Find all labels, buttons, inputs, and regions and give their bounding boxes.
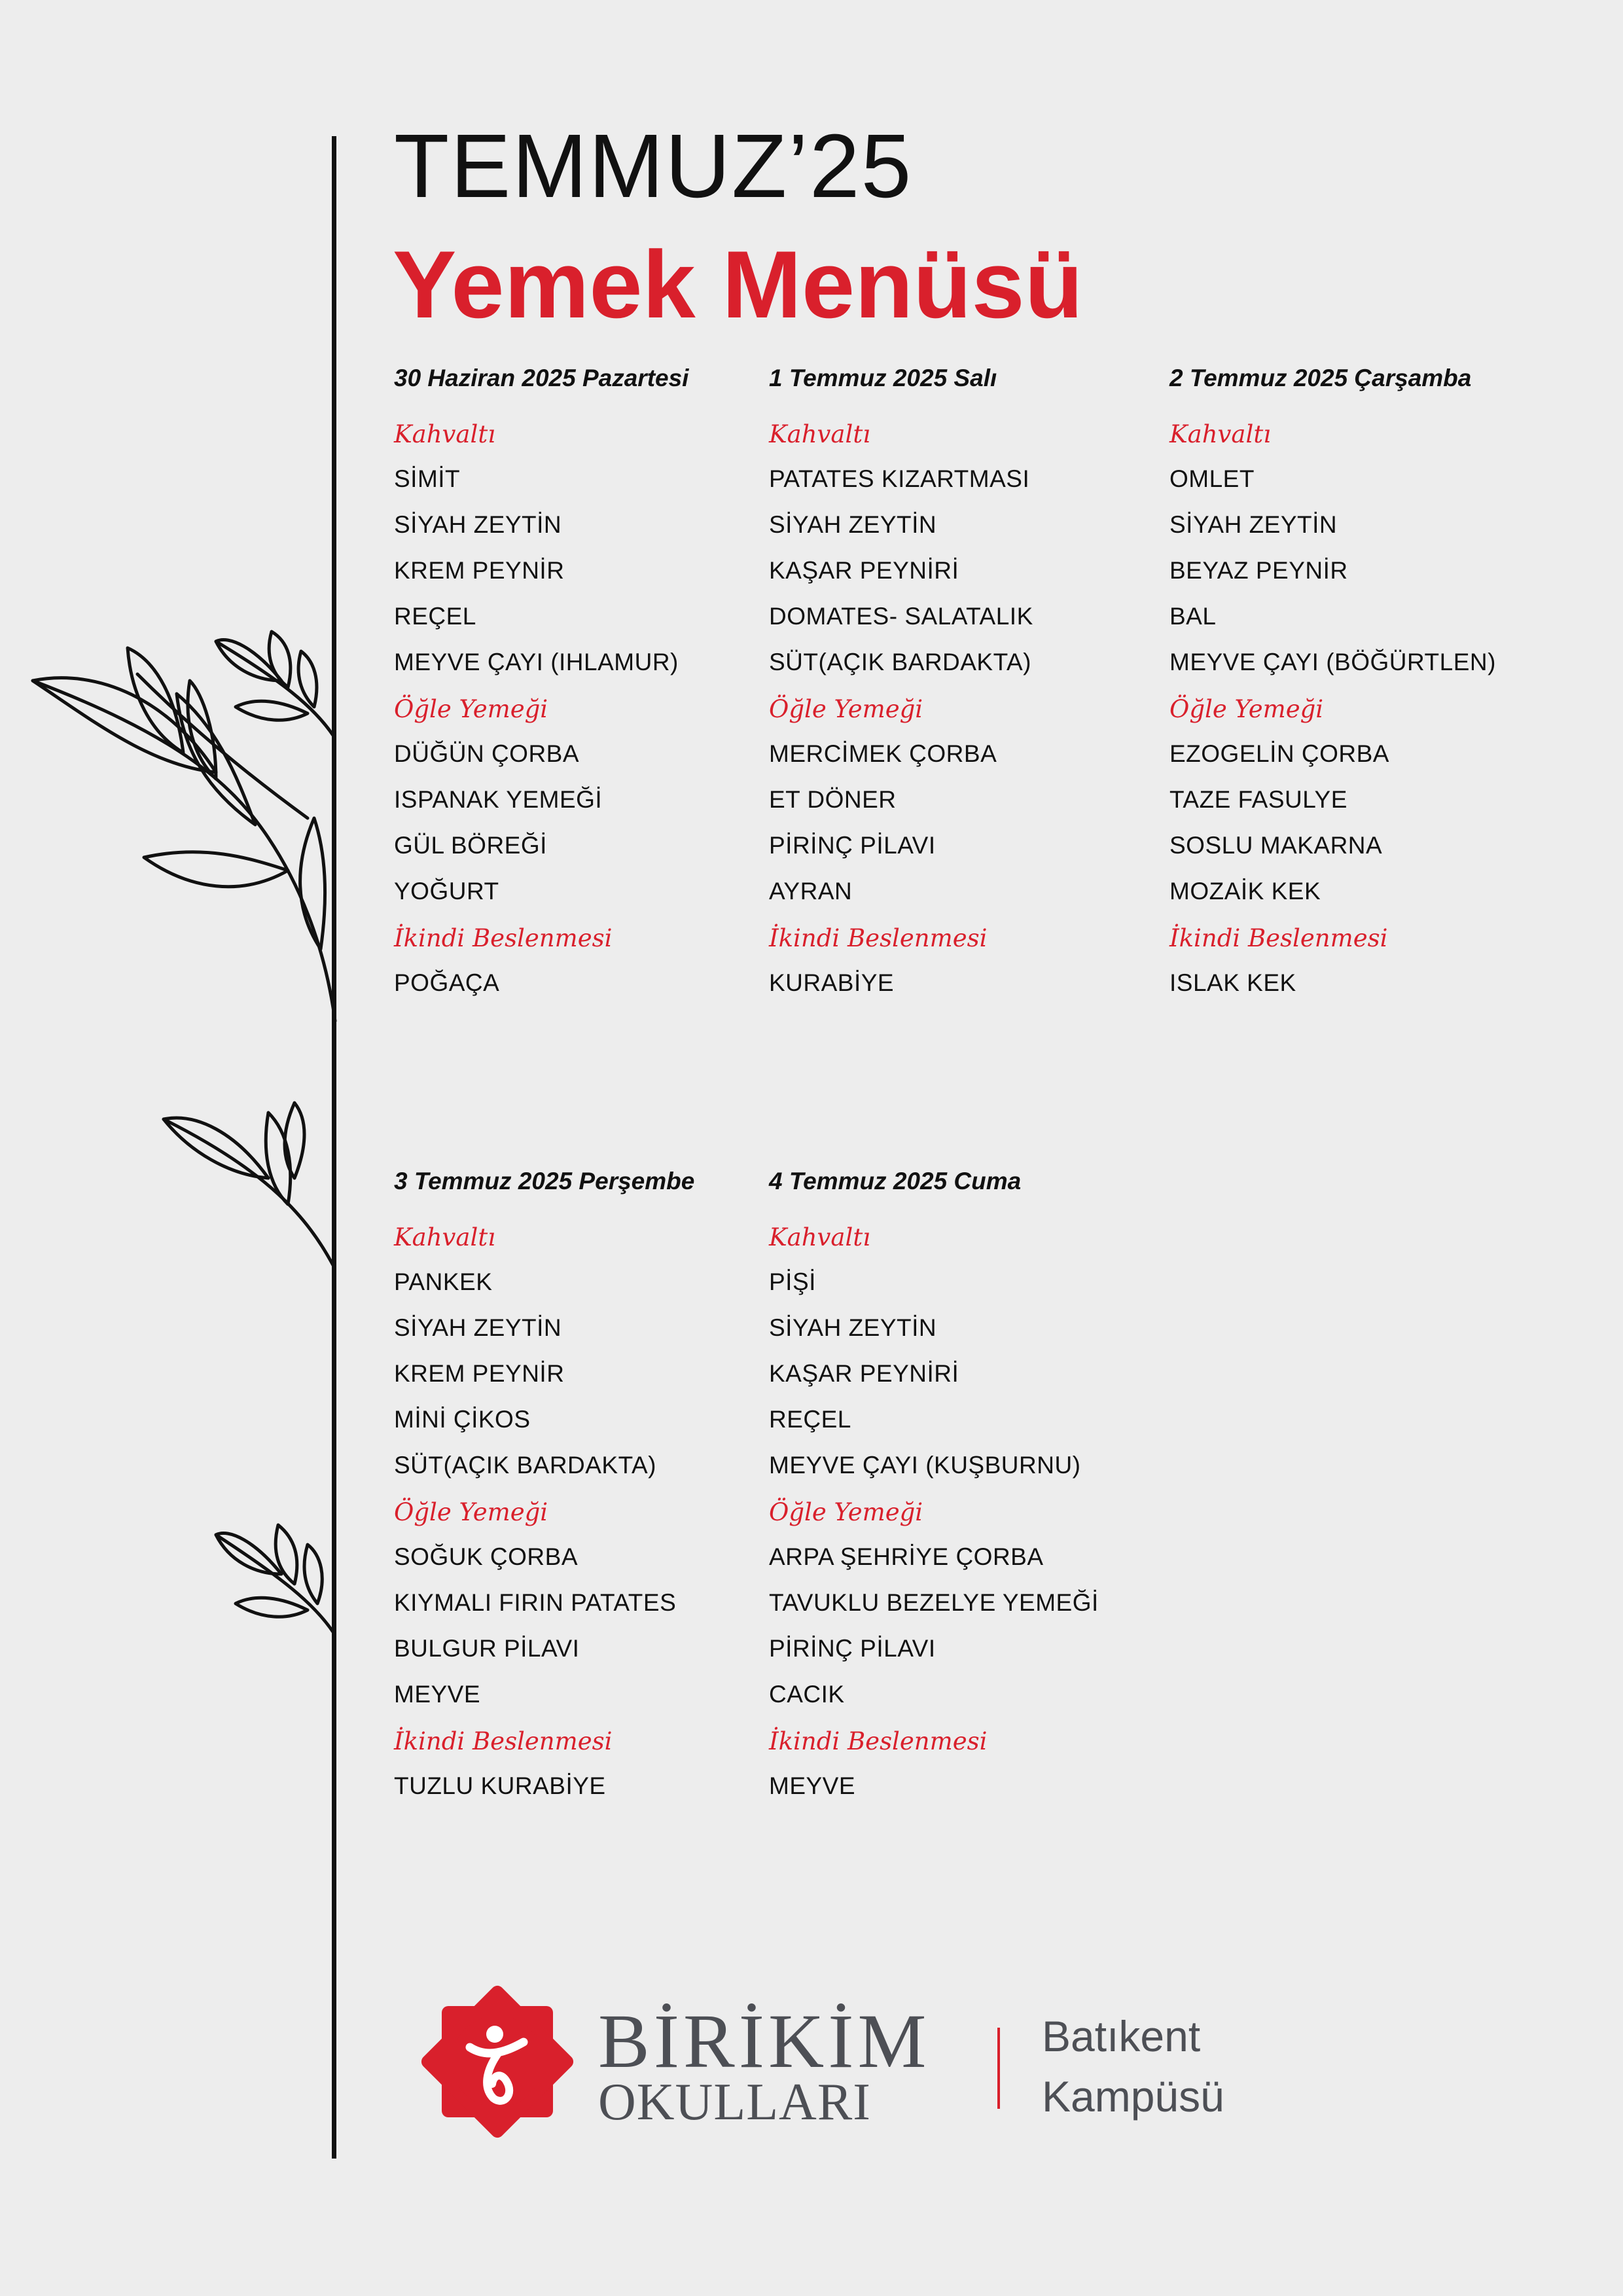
- snack-label: İkindi Beslenmesi: [394, 924, 613, 952]
- menu-item: KREM PEYNİR: [394, 1360, 565, 1387]
- breakfast-label: Kahvaltı: [394, 420, 496, 448]
- menu-item: TAVUKLU BEZELYE YEMEĞİ: [769, 1589, 1099, 1616]
- menu-item: SİYAH ZEYTİN: [394, 511, 562, 538]
- day-title: 4 Temmuz 2025 Cuma: [769, 1168, 1022, 1194]
- menu-item: ARPA ŞEHRİYE ÇORBA: [769, 1543, 1044, 1570]
- menu-item: TUZLU KURABİYE: [394, 1772, 606, 1799]
- menu-item: ISPANAK YEMEĞİ: [394, 786, 603, 813]
- campus-label: Kampüsü: [1042, 2072, 1224, 2121]
- menu-item: KREM PEYNİR: [394, 557, 565, 584]
- menu-item: SÜT(AÇIK BARDAKTA): [394, 1452, 656, 1479]
- lunch-label: Öğle Yemeği: [394, 1498, 548, 1526]
- birikim-logo-icon: [419, 1983, 576, 2140]
- menu-item: TAZE FASULYE: [1169, 786, 1347, 813]
- menu-item: MİNİ ÇİKOS: [394, 1406, 531, 1433]
- day-title: 3 Temmuz 2025 Perşembe: [394, 1168, 695, 1194]
- day-column-monday: [394, 365, 787, 1016]
- logo-separator: [997, 2028, 1000, 2109]
- menu-item: PİRİNÇ PİLAVI: [769, 832, 936, 859]
- lunch-label: Öğle Yemeği: [1169, 695, 1324, 723]
- menu-item: AYRAN: [769, 878, 853, 905]
- menu-item: KAŞAR PEYNİRİ: [769, 1360, 959, 1387]
- menu-item: SİYAH ZEYTİN: [1169, 511, 1338, 538]
- menu-item: KIYMALI FIRIN PATATES: [394, 1589, 677, 1616]
- snack-label: İkindi Beslenmesi: [769, 924, 988, 952]
- snack-label: İkindi Beslenmesi: [1169, 924, 1388, 952]
- menu-item: MOZAİK KEK: [1169, 878, 1321, 905]
- menu-item: KAŞAR PEYNİRİ: [769, 557, 959, 584]
- logo-wordmark: BİRİKİM: [598, 1998, 931, 2084]
- page-title: TEMMUZ’25: [394, 116, 913, 217]
- menu-item: KURABİYE: [769, 969, 895, 996]
- menu-item: SOĞUK ÇORBA: [394, 1543, 578, 1570]
- menu-item: EZOGELİN ÇORBA: [1169, 740, 1389, 767]
- menu-item: YOĞURT: [394, 878, 499, 905]
- menu-item: GÜL BÖREĞİ: [394, 832, 547, 859]
- menu-item: REÇEL: [394, 603, 476, 630]
- day-title: 30 Haziran 2025 Pazartesi: [394, 365, 689, 391]
- breakfast-label: Kahvaltı: [394, 1223, 496, 1251]
- menu-item: BAL: [1169, 603, 1217, 630]
- menu-item: PATATES KIZARTMASI: [769, 465, 1030, 492]
- menu-item: PANKEK: [394, 1268, 493, 1295]
- lunch-label: Öğle Yemeği: [769, 1498, 923, 1526]
- menu-item: REÇEL: [769, 1406, 851, 1433]
- menu-item: MEYVE: [394, 1681, 481, 1708]
- menu-item: BULGUR PİLAVI: [394, 1635, 580, 1662]
- menu-item: MEYVE: [769, 1772, 856, 1799]
- campus-name: Batıkent: [1042, 2012, 1201, 2060]
- day-title: 1 Temmuz 2025 Salı: [769, 365, 997, 391]
- menu-item: SÜT(AÇIK BARDAKTA): [769, 649, 1031, 675]
- menu-item: MEYVE ÇAYI (IHLAMUR): [394, 649, 679, 675]
- menu-item: POĞAÇA: [394, 969, 500, 996]
- logo-wordmark-sub: OKULLARI: [598, 2073, 871, 2131]
- day-column-wednesday: [1169, 365, 1562, 1016]
- menu-item: CACIK: [769, 1681, 845, 1708]
- day-column-thursday: [394, 1168, 787, 1819]
- menu-item: MERCİMEK ÇORBA: [769, 740, 997, 767]
- snack-label: İkindi Beslenmesi: [394, 1727, 613, 1755]
- page-subtitle: Yemek Menüsü: [393, 231, 1083, 338]
- menu-item: SİYAH ZEYTİN: [394, 1314, 562, 1341]
- menu-item: SİMİT: [394, 465, 461, 492]
- leaf-branch-icon: [209, 1518, 340, 1636]
- menu-item: ET DÖNER: [769, 786, 897, 813]
- leaf-branch-icon: [157, 1100, 340, 1270]
- menu-item: BEYAZ PEYNİR: [1169, 557, 1348, 584]
- day-column-friday: [769, 1168, 1162, 1819]
- menu-item: DÜĞÜN ÇORBA: [394, 740, 580, 767]
- snack-label: İkindi Beslenmesi: [769, 1727, 988, 1755]
- day-title: 2 Temmuz 2025 Çarşamba: [1169, 365, 1472, 391]
- breakfast-label: Kahvaltı: [1169, 420, 1272, 448]
- menu-item: PİRİNÇ PİLAVI: [769, 1635, 936, 1662]
- menu-item: SİYAH ZEYTİN: [769, 1314, 937, 1341]
- menu-item: PİŞİ: [769, 1268, 816, 1295]
- leaf-branch-icon: [209, 628, 340, 740]
- breakfast-label: Kahvaltı: [769, 420, 871, 448]
- menu-item: MEYVE ÇAYI (BÖĞÜRTLEN): [1169, 649, 1496, 675]
- menu-item: ISLAK KEK: [1169, 969, 1296, 996]
- breakfast-label: Kahvaltı: [769, 1223, 871, 1251]
- menu-item: OMLET: [1169, 465, 1255, 492]
- menu-item: SOSLU MAKARNA: [1169, 832, 1383, 859]
- menu-item: DOMATES- SALATALIK: [769, 603, 1033, 630]
- day-column-tuesday: [769, 365, 1162, 1016]
- lunch-label: Öğle Yemeği: [769, 695, 923, 723]
- menu-item: SİYAH ZEYTİN: [769, 511, 937, 538]
- lunch-label: Öğle Yemeği: [394, 695, 548, 723]
- menu-item: MEYVE ÇAYI (KUŞBURNU): [769, 1452, 1081, 1479]
